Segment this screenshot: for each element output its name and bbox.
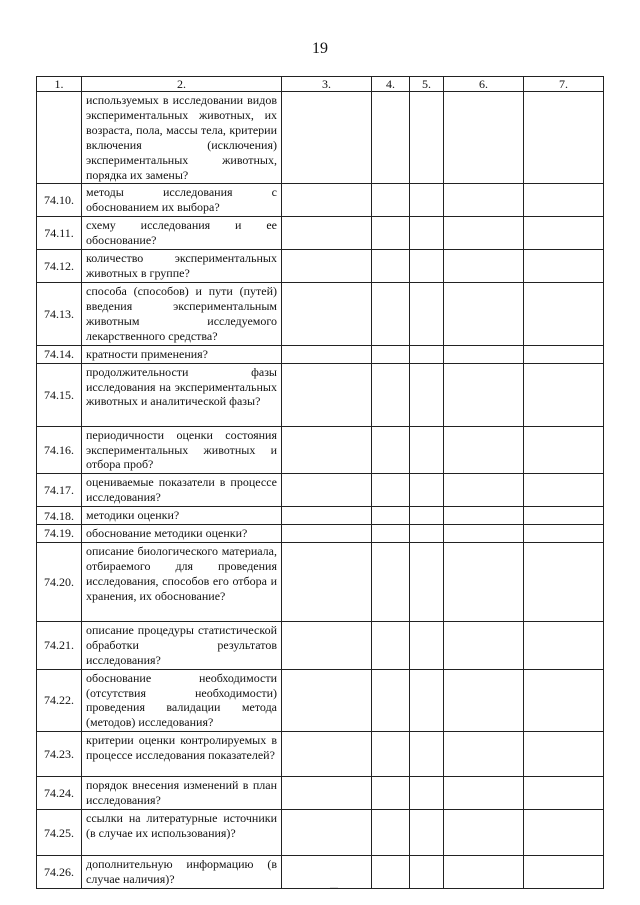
answer-cell-col-6 <box>444 283 524 346</box>
answer-cell-col-6 <box>444 810 524 856</box>
table-row <box>37 92 604 184</box>
item-question: методы исследования с обоснованием их выбора? <box>82 184 282 217</box>
item-question: обоснование методики оценки? <box>82 525 282 543</box>
item-question: продолжительности фазы исследования на экспериментальных животных и аналитической фазы? <box>82 363 282 426</box>
answer-cell-col-7 <box>524 507 604 525</box>
item-number <box>37 92 82 184</box>
answer-cell-col-6 <box>444 345 524 363</box>
answer-cell-col-6 <box>444 363 524 426</box>
answer-cell-col-3 <box>282 184 372 217</box>
answer-cell-col-6 <box>444 525 524 543</box>
item-number: 74.21. <box>37 621 82 669</box>
answer-cell-col-7 <box>524 669 604 732</box>
answer-cell-col-4 <box>372 184 410 217</box>
answer-cell-col-5 <box>410 856 444 889</box>
item-number: 74.16. <box>37 426 82 474</box>
column-header: 5. <box>410 77 444 92</box>
table-row <box>37 732 604 777</box>
answer-cell-col-6 <box>444 777 524 810</box>
answer-cell-col-4 <box>372 669 410 732</box>
item-number: 74.13. <box>37 283 82 346</box>
table-header-row <box>37 77 604 92</box>
item-question: ссылки на литературные источники (в случае их использования)? <box>82 810 282 856</box>
item-question: схему исследования и ее обоснование? <box>82 217 282 250</box>
item-number: 74.23. <box>37 732 82 777</box>
answer-cell-col-5 <box>410 542 444 621</box>
item-question: оцениваемые показатели в процессе исследования? <box>82 474 282 507</box>
answer-cell-col-6 <box>444 669 524 732</box>
answer-cell-col-4 <box>372 856 410 889</box>
answer-cell-col-5 <box>410 184 444 217</box>
item-question: описание процедуры статистической обработки результатов исследования? <box>82 621 282 669</box>
item-number: 74.24. <box>37 777 82 810</box>
answer-cell-col-7 <box>524 92 604 184</box>
answer-cell-col-3 <box>282 732 372 777</box>
answer-cell-col-5 <box>410 732 444 777</box>
answer-cell-col-5 <box>410 810 444 856</box>
answer-cell-col-4 <box>372 250 410 283</box>
item-number: 74.17. <box>37 474 82 507</box>
answer-cell-col-5 <box>410 345 444 363</box>
answer-cell-col-4 <box>372 363 410 426</box>
answer-cell-col-7 <box>524 345 604 363</box>
answer-cell-col-3 <box>282 507 372 525</box>
answer-cell-col-5 <box>410 363 444 426</box>
table-row <box>37 184 604 217</box>
answer-cell-col-7 <box>524 217 604 250</box>
item-question: порядок внесения изменений в план исследования? <box>82 777 282 810</box>
answer-cell-col-6 <box>444 184 524 217</box>
answer-cell-col-3 <box>282 363 372 426</box>
answer-cell-col-3 <box>282 525 372 543</box>
answer-cell-col-4 <box>372 92 410 184</box>
item-question: периодичности оценки состояния экспериментальных животных и отбора проб? <box>82 426 282 474</box>
column-header: 1. <box>37 77 82 92</box>
column-header: 7. <box>524 77 604 92</box>
answer-cell-col-5 <box>410 507 444 525</box>
answer-cell-col-5 <box>410 217 444 250</box>
answer-cell-col-3 <box>282 92 372 184</box>
item-number: 74.14. <box>37 345 82 363</box>
answer-cell-col-4 <box>372 732 410 777</box>
table-row <box>37 777 604 810</box>
answer-cell-col-3 <box>282 345 372 363</box>
answer-cell-col-3 <box>282 426 372 474</box>
answer-cell-col-3 <box>282 856 372 889</box>
table-row <box>37 283 604 346</box>
answer-cell-col-4 <box>372 621 410 669</box>
table-row <box>37 507 604 525</box>
item-question: обоснование необходимости (отсутствия необходимости) проведения валидации метода (методов) исследования? <box>82 669 282 732</box>
answer-cell-col-7 <box>524 732 604 777</box>
answer-cell-col-5 <box>410 250 444 283</box>
answer-cell-col-4 <box>372 474 410 507</box>
item-number: 74.10. <box>37 184 82 217</box>
answer-cell-col-5 <box>410 525 444 543</box>
answer-cell-col-6 <box>444 621 524 669</box>
item-question: используемых в исследовании видов экспериментальных животных, их возраста, пола, массы тела, критерии включения (исключения) экспериментальных животных, порядка их замены? <box>82 92 282 184</box>
answer-cell-col-4 <box>372 542 410 621</box>
item-number: 74.12. <box>37 250 82 283</box>
table-row <box>37 856 604 889</box>
column-header: 6. <box>444 77 524 92</box>
page-number: 19 <box>312 40 328 57</box>
answer-cell-col-7 <box>524 525 604 543</box>
answer-cell-col-7 <box>524 856 604 889</box>
table-row <box>37 621 604 669</box>
answer-cell-col-6 <box>444 474 524 507</box>
answer-cell-col-3 <box>282 217 372 250</box>
answer-cell-col-7 <box>524 250 604 283</box>
answer-cell-col-6 <box>444 250 524 283</box>
answer-cell-col-6 <box>444 426 524 474</box>
answer-cell-col-7 <box>524 474 604 507</box>
answer-cell-col-7 <box>524 810 604 856</box>
answer-cell-col-4 <box>372 525 410 543</box>
answer-cell-col-7 <box>524 542 604 621</box>
answer-cell-col-7 <box>524 184 604 217</box>
item-number: 74.19. <box>37 525 82 543</box>
answer-cell-col-4 <box>372 777 410 810</box>
answer-cell-col-7 <box>524 426 604 474</box>
answer-cell-col-5 <box>410 426 444 474</box>
answer-cell-col-6 <box>444 92 524 184</box>
answer-cell-col-5 <box>410 283 444 346</box>
answer-cell-col-5 <box>410 669 444 732</box>
table-row <box>37 217 604 250</box>
item-question: дополнительную информацию (в случае наличия)? <box>82 856 282 889</box>
table-row <box>37 363 604 426</box>
answer-cell-col-3 <box>282 669 372 732</box>
scan-mark <box>330 887 338 888</box>
checklist-table <box>36 76 604 889</box>
answer-cell-col-6 <box>444 542 524 621</box>
table-row <box>37 474 604 507</box>
answer-cell-col-3 <box>282 621 372 669</box>
column-header: 2. <box>82 77 282 92</box>
item-number: 74.22. <box>37 669 82 732</box>
table-row <box>37 426 604 474</box>
answer-cell-col-3 <box>282 283 372 346</box>
answer-cell-col-6 <box>444 856 524 889</box>
answer-cell-col-7 <box>524 777 604 810</box>
answer-cell-col-3 <box>282 777 372 810</box>
answer-cell-col-7 <box>524 283 604 346</box>
item-question: описание биологического материала, отбираемого для проведения исследования, способов его отбора и хранения, их обоснование? <box>82 542 282 621</box>
answer-cell-col-4 <box>372 217 410 250</box>
item-number: 74.15. <box>37 363 82 426</box>
answer-cell-col-5 <box>410 92 444 184</box>
answer-cell-col-5 <box>410 777 444 810</box>
table-row <box>37 669 604 732</box>
answer-cell-col-4 <box>372 345 410 363</box>
answer-cell-col-4 <box>372 283 410 346</box>
table-row <box>37 810 604 856</box>
answer-cell-col-3 <box>282 250 372 283</box>
answer-cell-col-7 <box>524 621 604 669</box>
item-question: способа (способов) и пути (путей) введения экспериментальным животным исследуемого лекарственного средства? <box>82 283 282 346</box>
item-number: 74.18. <box>37 507 82 525</box>
answer-cell-col-4 <box>372 426 410 474</box>
answer-cell-col-6 <box>444 732 524 777</box>
answer-cell-col-5 <box>410 621 444 669</box>
item-question: методики оценки? <box>82 507 282 525</box>
item-question: критерии оценки контролируемых в процессе исследования показателей? <box>82 732 282 777</box>
answer-cell-col-3 <box>282 542 372 621</box>
answer-cell-col-6 <box>444 217 524 250</box>
item-number: 74.11. <box>37 217 82 250</box>
column-header: 3. <box>282 77 372 92</box>
table-row <box>37 250 604 283</box>
answer-cell-col-7 <box>524 363 604 426</box>
item-question: количество экспериментальных животных в группе? <box>82 250 282 283</box>
item-number: 74.20. <box>37 542 82 621</box>
answer-cell-col-3 <box>282 474 372 507</box>
answer-cell-col-4 <box>372 507 410 525</box>
item-number: 74.25. <box>37 810 82 856</box>
table-row <box>37 525 604 543</box>
answer-cell-col-4 <box>372 810 410 856</box>
column-header: 4. <box>372 77 410 92</box>
table-row <box>37 345 604 363</box>
item-question: кратности применения? <box>82 345 282 363</box>
table-row <box>37 542 604 621</box>
item-number: 74.26. <box>37 856 82 889</box>
answer-cell-col-3 <box>282 810 372 856</box>
answer-cell-col-5 <box>410 474 444 507</box>
answer-cell-col-6 <box>444 507 524 525</box>
